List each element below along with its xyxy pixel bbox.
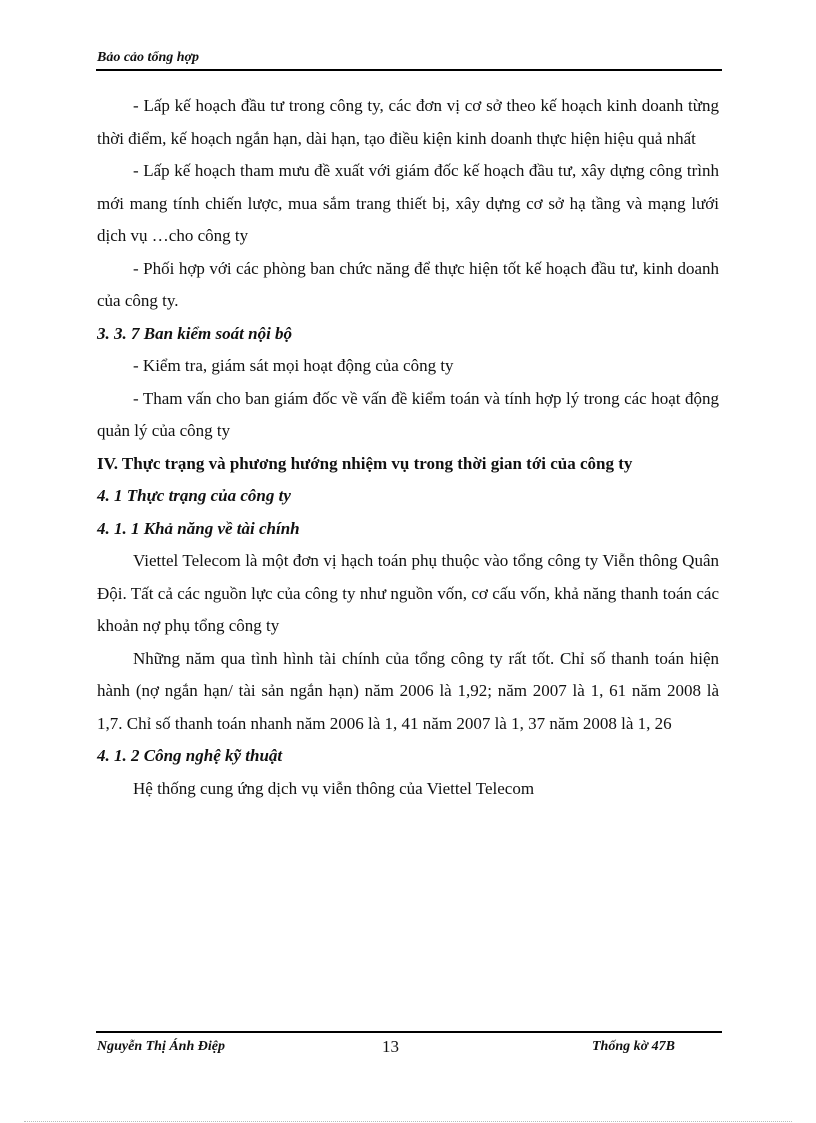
header-divider: [96, 69, 722, 71]
heading-technology: 4. 1. 2 Công nghệ kỹ thuật: [97, 746, 283, 765]
paragraph-financial-ratios: Những năm qua tình hình tài chính của tổng công ty rất tốt. Chỉ số thanh toán hiện hành (nợ ngắn hạn/ tài sản ngắn hạn) năm 2006 là 1,92; năm 2007 là 1, 61 năm 2008 là 1,7. Chỉ số thanh toán nhanh năm 2006 là 1, 41 năm 2007 là 1, 37 năm 2008 là 1, 26: [97, 648, 719, 733]
heading-current-status: 4. 1 Thực trạng của công ty: [97, 486, 291, 505]
paragraph-investment-plan: - Lấp kế hoạch đầu tư trong công ty, các đơn vị cơ sở theo kế hoạch kinh doanh từng thời điểm, kế hoạch ngắn hạn, dài hạn, tạo điều kiện kinh doanh thực hiện hiệu quả nhất: [97, 96, 719, 148]
paragraph-inspection: - Kiểm tra, giám sát mọi hoạt động của công ty: [133, 356, 454, 375]
page-number: 13: [382, 1037, 399, 1056]
paragraph-audit-advisory: - Tham vấn cho ban giám đốc về vấn đề kiểm toán và tính hợp lý trong các hoạt động quản lý của công ty: [97, 388, 719, 440]
footer-class: Thống kờ 47B: [592, 1039, 675, 1054]
page-bottom-edge: [24, 1121, 792, 1122]
document-body: [97, 90, 719, 805]
footer-divider: [96, 1031, 722, 1033]
heading-section-iv: IV. Thực trạng và phương hướng nhiệm vụ trong thời gian tới của công ty: [97, 453, 633, 473]
paragraph-advisory-plan: - Lấp kế hoạch tham mưu đề xuất với giám đốc kế hoạch đầu tư, xây dựng công trình mới mang tính chiến lược, mua sắm trang thiết bị, xây dựng cơ sở hạ tầng và mạng lưới dịch vụ …cho công ty: [97, 161, 719, 245]
heading-financial-capacity: 4. 1. 1 Khả năng về tài chính: [97, 518, 300, 538]
paragraph-service-system: Hệ thống cung ứng dịch vụ viễn thông của Viettel Telecom: [133, 778, 535, 798]
heading-internal-audit: 3. 3. 7 Ban kiểm soát nội bộ: [97, 323, 293, 343]
header-title: Bảo cảo tổng hợp: [97, 50, 200, 65]
paragraph-coordination: - Phối hợp với các phòng ban chức năng để thực hiện tốt kế hoạch đầu tư, kinh doanh của công ty.: [97, 258, 719, 310]
paragraph-viettel-telecom: Viettel Telecom là một đơn vị hạch toán phụ thuộc vào tổng công ty Viễn thông Quân Đội. Tất cả các nguồn lực của công ty như nguồn vốn, cơ cấu vốn, khả năng thanh toán các khoản nợ phụ tổng công ty: [97, 551, 719, 635]
footer-author: Nguyễn Thị Ánh Điệp: [97, 1039, 225, 1054]
